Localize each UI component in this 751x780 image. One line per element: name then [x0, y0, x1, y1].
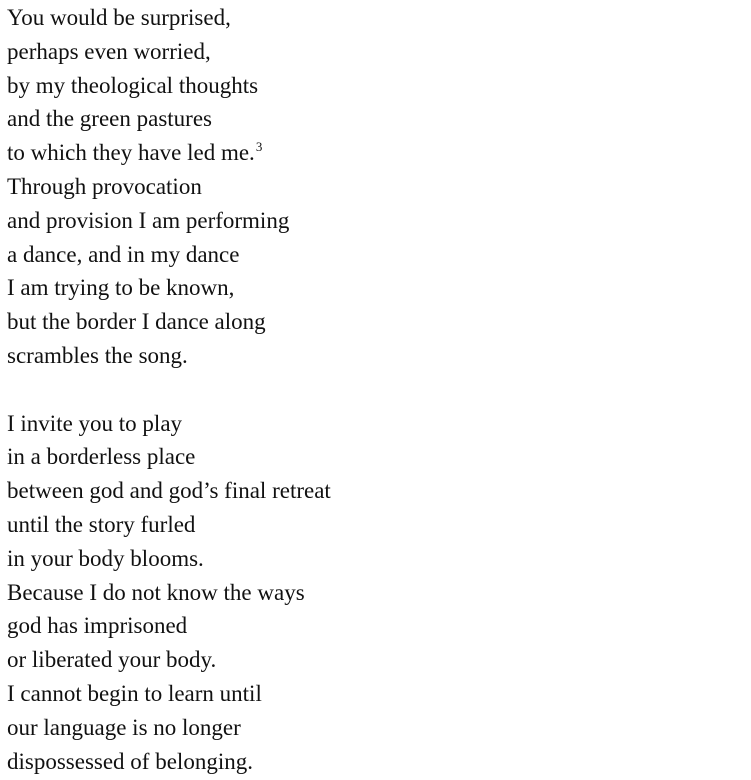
poem	[7, 1, 747, 778]
poem-line: scrambles the song.	[7, 342, 188, 368]
poem-line: between god and god’s final retreat	[7, 478, 331, 504]
poem-line: until the story furled	[7, 511, 196, 537]
poem-line: in your body blooms.	[7, 545, 204, 571]
poem-line: by my theological thoughts	[7, 72, 259, 98]
poem-line: I am trying to be known,	[7, 275, 235, 301]
poem-line: a dance, and in my dance	[7, 241, 240, 267]
poem-line: or liberated your body.	[7, 647, 217, 673]
poem-line: but the border I dance along	[7, 309, 266, 335]
poem-line: perhaps even worried,	[7, 38, 211, 64]
poem-line: I cannot begin to learn until	[7, 680, 262, 706]
poem-line: I invite you to play	[7, 410, 183, 436]
poem-line: and provision I am performing	[7, 207, 290, 233]
poem-line-with-footnote	[7, 136, 747, 170]
poem-line: and the green pastures	[7, 106, 213, 132]
stanza-2	[7, 407, 747, 779]
stanza-1	[7, 1, 747, 373]
poem-line-text: to which they have led me.	[7, 140, 255, 166]
footnote-marker: 3	[255, 139, 263, 155]
poem-line: Through provocation	[7, 173, 202, 199]
poem-line: in a borderless place	[7, 444, 196, 470]
poem-line: You would be surprised,	[7, 5, 231, 30]
poem-line: Because I do not know the ways	[7, 579, 305, 605]
poem-line: our language is no longer	[7, 714, 241, 740]
poem-line: god has imprisoned	[7, 613, 188, 639]
poem-line: dispossessed of belonging.	[7, 748, 253, 774]
